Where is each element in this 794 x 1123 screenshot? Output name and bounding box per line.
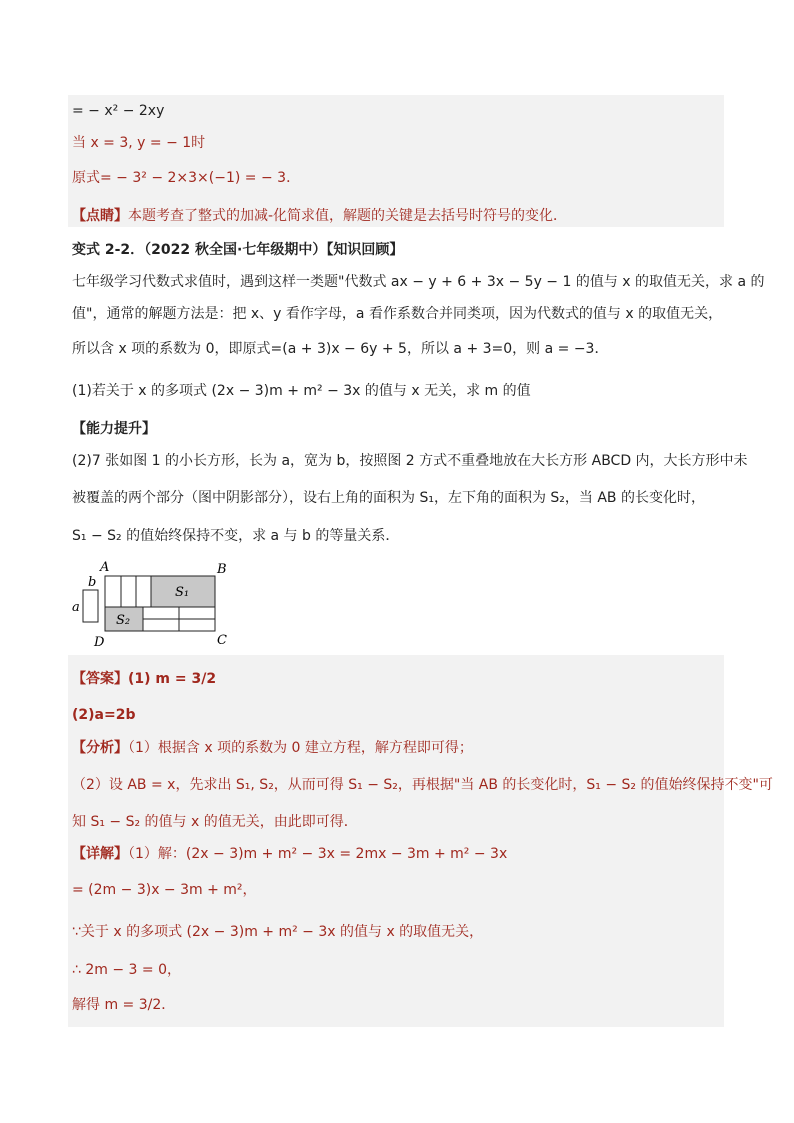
answer-label: 【答案】 — [72, 671, 128, 687]
detail-1: （1）解：(2x − 3)m + m² − 3x = 2mx − 3m + m² − 3x — [128, 846, 508, 862]
comment-line — [72, 206, 567, 226]
label-s1: S₁ — [175, 585, 190, 600]
detail-line-1 — [72, 844, 507, 864]
answer-1: (1) m = 3/2 — [128, 671, 217, 687]
problem-intro-1: 七年级学习代数式求值时，遇到这样一类题"代数式 ax − y + 6 + 3x − 5y − 1 的值与 x 的取值无关，求 a 的 — [72, 274, 765, 290]
problem-part-2-line-3: S₁ − S₂ 的值始终保持不变，求 a 与 b 的等量关系． — [72, 528, 400, 544]
detail-line-3: ∵关于 x 的多项式 (2x − 3)m + m² − 3x 的值与 x 的取值无关， — [72, 924, 484, 940]
problem-part-1: (1)若关于 x 的多项式 (2x − 3)m + m² − 3x 的值与 x 无关，求 m 的值 — [72, 383, 531, 399]
label-a: a — [72, 600, 80, 615]
label-B: B — [217, 562, 227, 577]
answer-line-1 — [72, 669, 216, 689]
detail-line-2: = (2m − 3)x − 3m + m²， — [72, 882, 257, 898]
analysis-line-3: 知 S₁ − S₂ 的值与 x 的值无关，由此即可得． — [72, 814, 358, 830]
problem-part-2-line-1: (2)7 张如图 1 的小长方形，长为 a，宽为 b，按照图 2 方式不重叠地放在大长方形 ABCD 内，大长方形中未 — [72, 453, 748, 469]
detail-line-4: ∴ 2m − 3 = 0， — [72, 962, 181, 978]
label-C: C — [217, 633, 227, 648]
problem-title: 变式 2-2．（2022 秋全国·七年级期中）【知识回顾】 — [72, 242, 404, 258]
problem-intro-2: 值"，通常的解题方法是：把 x、y 看作字母，a 看作系数合并同类项，因为代数式的值与 x 的取值无关， — [72, 306, 723, 322]
solution-line-2: 当 x = 3, y = − 1时 — [72, 135, 206, 151]
problem-intro-3: 所以含 x 项的系数为 0，即原式=(a + 3)x − 6y + 5，所以 a + 3=0，则 a = −3． — [72, 341, 609, 357]
solution-line-3: 原式= − 3² − 2×3×(−1) = − 3． — [72, 170, 301, 186]
label-D: D — [94, 635, 105, 650]
detail-line-5: 解得 m = 3/2． — [72, 997, 176, 1013]
analysis-line-2: （2）设 AB = x，先求出 S₁, S₂，从而可得 S₁ − S₂，再根据"当 AB 的长变化时，S₁ − S₂ 的值始终保持不变"可 — [72, 777, 773, 793]
comment-label: 【点睛】 — [72, 208, 128, 224]
label-b: b — [88, 575, 97, 590]
label-s2: S₂ — [116, 613, 131, 628]
analysis-label: 【分析】 — [72, 740, 128, 756]
answer-line-2: (2)a=2b — [72, 707, 136, 723]
analysis-line-1 — [72, 738, 473, 758]
ability-heading: 【能力提升】 — [72, 421, 156, 437]
small-rectangle — [83, 590, 98, 622]
label-A: A — [100, 560, 110, 575]
comment-text: 本题考查了整式的加减-化简求值，解题的关键是去括号时符号的变化． — [128, 208, 568, 224]
detail-label: 【详解】 — [72, 846, 128, 862]
problem-part-2-line-2: 被覆盖的两个部分（图中阴影部分），设右上角的面积为 S₁，左下角的面积为 S₂，当 AB 的长变化时， — [72, 490, 705, 506]
rectangle-figure — [70, 558, 240, 650]
analysis-1: （1）根据含 x 项的系数为 0 建立方程，解方程即可得； — [128, 740, 473, 756]
solution-line-1: = − x² − 2xy — [72, 103, 165, 119]
